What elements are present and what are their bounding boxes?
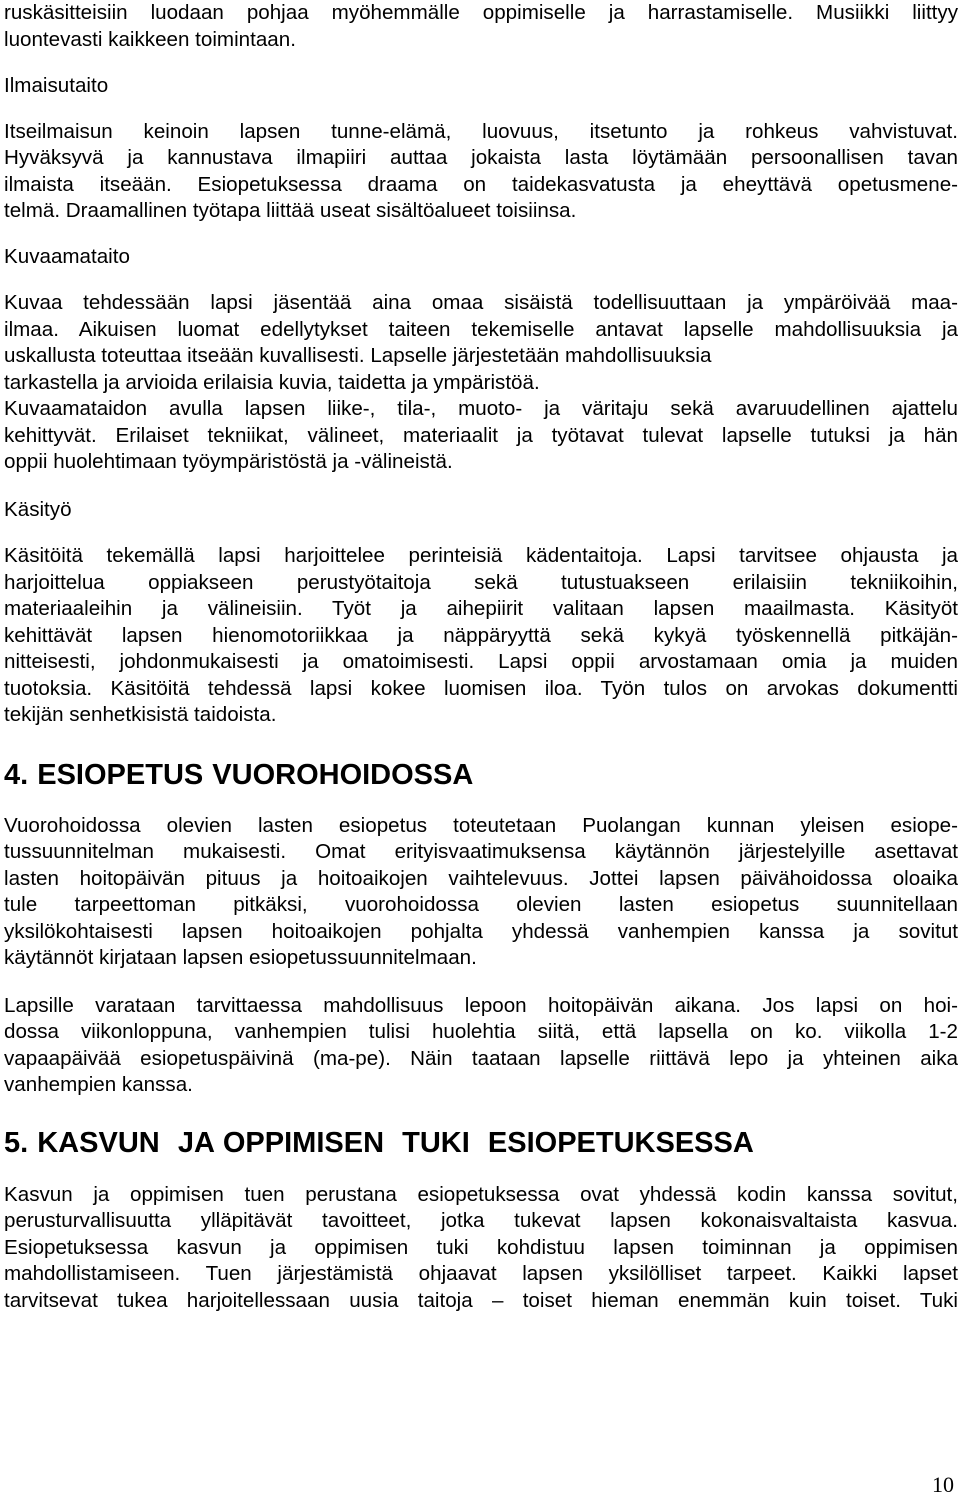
- text-line: Itseilmaisun keinoin lapsen tunne-elämä, luovuus, itsetunto ja rohkeus vahvistuvat.: [4, 119, 958, 143]
- section-5-paragraph-1: [4, 1182, 958, 1315]
- section-5-heading: 5. KASVUN JA OPPIMISEN TUKI ESIOPETUKSESSA: [4, 1126, 754, 1159]
- text-line: tekijän senhetkisistä taidoista.: [4, 703, 277, 726]
- text-line: Käsitöitä tekemällä lapsi harjoittelee perinteisiä kädentaitoja. Lapsi tarvitsee ohjausta ja: [4, 544, 958, 567]
- subheading-ilmaisutaito: Ilmaisutaito: [4, 74, 109, 97]
- text-line: tussuunnitelman mukaisesti. Omat erityisvaatimuksensa käytännön järjestelyille asettavat: [4, 840, 958, 863]
- subheading-kuvaamataito: Kuvaamataito: [4, 244, 130, 268]
- page-number: 10: [932, 1472, 954, 1497]
- text-line: uskallusta toteuttaa itseään kuvallisesti. Lapselle järjestetään mahdollisuuksia: [4, 344, 712, 367]
- text-line: ilmaista itseään. Esiopetuksessa draama on taidekasvatusta ja eheyttävä opetusmene-: [4, 172, 958, 196]
- section-4-paragraph-2: [4, 993, 958, 1099]
- text-line: lasten hoitopäivän pituus ja hoitoaikojen vaihtelevuus. Jottei lapsen päivähoidossa oloaika: [4, 866, 958, 890]
- text-line: tarvitsevat tukea harjoitellessaan uusia taitoja – toiset hieman enemmän kuin toiset. Tuki: [4, 1288, 958, 1312]
- text-line: Kasvun ja oppimisen tuen perustana esiopetuksessa ovat yhdessä kodin kanssa sovitut,: [4, 1182, 958, 1206]
- text-line: yksilökohtaisesti lapsen hoitoaikojen pohjalta yhdessä vanhempien kanssa ja sovitut: [4, 919, 958, 943]
- text-line: tule tarpeettoman pitkäksi, vuorohoidossa olevien lasten esiopetus suunnitellaan: [4, 893, 958, 916]
- document-page: [4, 0, 958, 1314]
- text-line: luontevasti kaikkeen toimintaan.: [4, 27, 296, 51]
- intro-paragraph: [4, 0, 958, 53]
- text-line: dossa viikonloppuna, vanhempien tulisi huolehtia siitä, että lapsella on ko. viikolla 1-2: [4, 1020, 958, 1043]
- kuvaamataito-paragraph: [4, 290, 958, 476]
- text-line: materiaaleihin ja välineisiin. Työt ja aihepiirit valitaan lapsen maailmasta. Käsityöt: [4, 597, 958, 620]
- text-line: ruskäsitteisiin luodaan pohjaa myöhemmälle oppimiselle ja harrastamiselle. Musiikki liittyy: [4, 1, 958, 24]
- text-line: Vuorohoidossa olevien lasten esiopetus toteutetaan Puolangan kunnan yleisen esiope-: [4, 813, 958, 837]
- text-line: nitteisesti, johdonmukaisesti ja omatoimisesti. Lapsi oppii arvostamaan omia ja muiden: [4, 650, 958, 673]
- text-line: tuotoksia. Käsitöitä tehdessä lapsi kokee luomisen iloa. Työn tulos on arvokas dokumentti: [4, 676, 958, 700]
- text-line: tarkastella ja arvioida erilaisia kuvia, taidetta ja ympäristöä.: [4, 370, 540, 394]
- section-4-heading: 4. ESIOPETUS VUOROHOIDOSSA: [4, 758, 474, 791]
- text-line: oppii huolehtimaan työympäristöstä ja -välineistä.: [4, 450, 453, 473]
- subheading-kasityo: Käsityö: [4, 497, 72, 521]
- text-line: ilmaa. Aikuisen luomat edellytykset taiteen tekemiselle antavat lapselle mahdollisuuksia ja: [4, 317, 958, 341]
- section-4-paragraph-1: [4, 813, 958, 972]
- text-line: telmä. Draamallinen työtapa liittää useat sisältöalueet toisiinsa.: [4, 199, 577, 222]
- text-line: Kuvaamataidon avulla lapsen liike-, tila-, muoto- ja väritaju sekä avaruudellinen ajattelu: [4, 397, 958, 420]
- text-line: harjoittelua oppiakseen perustyötaitoja sekä tutustuakseen erilaisiin tekniikoihin,: [4, 570, 958, 594]
- text-line: vanhempien kanssa.: [4, 1073, 193, 1096]
- text-line: perusturvallisuutta ylläpitävät tavoitteet, jotka tukevat lapsen kokonaisvaltaista kasvua.: [4, 1209, 958, 1232]
- text-line: mahdollistamiseen. Tuen järjestämistä ohjaavat lapsen yksilölliset tarpeet. Kaikki lapset: [4, 1262, 958, 1285]
- text-line: Lapsille varataan tarvittaessa mahdollisuus lepoon hoitopäivän aikana. Jos lapsi on hoi-: [4, 993, 958, 1017]
- ilmaisutaito-paragraph: [4, 119, 958, 225]
- text-line: kehittyvät. Erilaiset tekniikat, välineet, materiaalit ja työtavat tulevat lapselle tutuksi ja hän: [4, 423, 958, 447]
- text-line: vapaapäivää esiopetuspäivinä (ma-pe). Näin taataan lapselle riittävä lepo ja yhteinen aika: [4, 1046, 958, 1070]
- text-line: kehittävät lapsen hienomotoriikkaa ja näppäryyttä sekä kykyä työskennellä pitkäjän-: [4, 623, 958, 647]
- text-line: Hyväksyvä ja kannustava ilmapiiri auttaa jokaista lasta löytämään persoonallisen tavan: [4, 146, 958, 169]
- text-line: Esiopetuksessa kasvun ja oppimisen tuki kohdistuu lapsen toiminnan ja oppimisen: [4, 1235, 958, 1259]
- text-line: Kuvaa tehdessään lapsi jäsentää aina omaa sisäistä todellisuuttaan ja ympäröivää maa-: [4, 291, 958, 314]
- kasityo-paragraph: [4, 543, 958, 729]
- text-line: käytännöt kirjataan lapsen esiopetussuunnitelmaan.: [4, 946, 477, 969]
